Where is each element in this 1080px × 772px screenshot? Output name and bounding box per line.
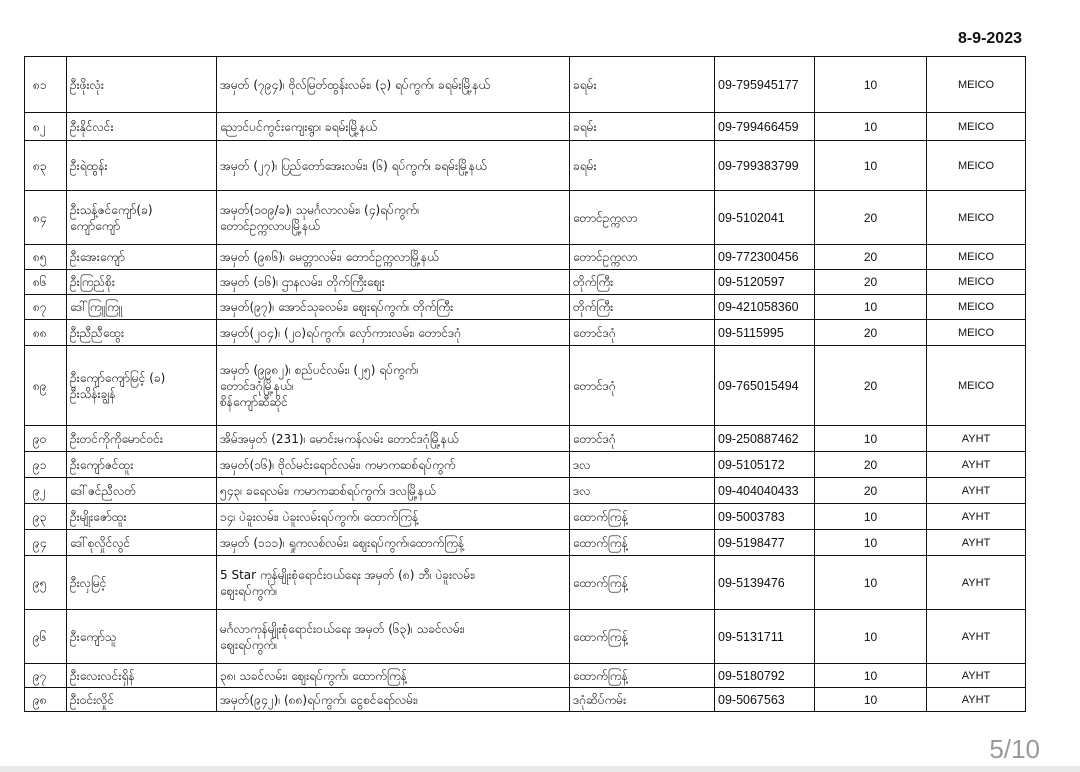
customer-address: ၁၄၊ ပဲခူးလမ်း၊ ပဲခူးလမ်းရပ်ကွက်၊ ထောက်ကြန့် (217, 504, 570, 530)
phone-number: 09-799383799 (715, 141, 815, 191)
row-number: ၉၅ (25, 556, 67, 610)
customer-address: ညောင်ပင်ကွင်းကျေးရွာ၊ ခရမ်းမြို့နယ် (217, 113, 570, 141)
customer-address: အမှတ်(၂၀၄)၊ (၂၀)ရပ်ကွက်၊ လှော်ကားလမ်း၊ တောင်ဒဂုံ (217, 320, 570, 346)
table-row (25, 346, 1026, 426)
phone-number: 09-5198477 (715, 530, 815, 556)
quantity: 20 (815, 478, 927, 504)
customer-address: အမှတ်(၁၆)၊ ဗိုလ်မင်းရောင်လမ်း၊ ကမာကဆစ်ရပ်ကွက် (217, 452, 570, 478)
phone-number: 09-5180792 (715, 664, 815, 688)
table-row (25, 478, 1026, 504)
customer-address: အမှတ်(၁၀၉/ခ)၊ သုမင်္ဂလာလမ်း၊ (၄)ရပ်ကွက်၊ တောင်ဥက္ကလာပမြို့နယ် (217, 191, 570, 245)
company-code: MEICO (927, 57, 1026, 113)
township: တောင်ဒဂုံ (570, 346, 715, 426)
table-body (25, 57, 1026, 712)
row-number: ၈၅ (25, 245, 67, 270)
quantity: 20 (815, 346, 927, 426)
customer-name: ဦးရဲထွန်း (67, 141, 217, 191)
row-number: ၈၈ (25, 320, 67, 346)
township: ခရမ်း (570, 141, 715, 191)
phone-number: 09-795945177 (715, 57, 815, 113)
row-number: ၈၉ (25, 346, 67, 426)
table-row (25, 452, 1026, 478)
company-code: AYHT (927, 478, 1026, 504)
row-number: ၉၁ (25, 452, 67, 478)
table-row (25, 610, 1026, 664)
company-code: MEICO (927, 113, 1026, 141)
township: ခရမ်း (570, 113, 715, 141)
quantity: 20 (815, 452, 927, 478)
customer-address: အမှတ် (၁၁၁)၊ ရှုကလစ်လမ်း၊ ဈေးရပ်ကွက်၊ထောက်ကြန့် (217, 530, 570, 556)
table-row (25, 320, 1026, 346)
quantity: 20 (815, 191, 927, 245)
customer-name: ဦးကျော်ကျော်မြင့် (ခ) ဦးသိန်းချွန် (67, 346, 217, 426)
quantity: 10 (815, 295, 927, 320)
company-code: MEICO (927, 270, 1026, 295)
customer-address: အမှတ်(၉၄၂)၊ (၈၈)ရပ်ကွက်၊ ငွေစင်ရော်လမ်း၊ (217, 688, 570, 712)
customer-address: အမှတ် (၉၉၈၂)၊ စည်ပင်လမ်း၊ (၂၅) ရပ်ကွက်၊ တောင်ဒဂုံမြို့နယ်၊ စိန်ကျော်ဆီဆိုင် (217, 346, 570, 426)
company-code: AYHT (927, 504, 1026, 530)
table-row (25, 688, 1026, 712)
row-number: ၈၁ (25, 57, 67, 113)
table-row (25, 664, 1026, 688)
customer-address: အမှတ်(၉၇)၊ အောင်သုခလမ်း၊ ဈေးရပ်ကွက်၊ တိုက်ကြီး (217, 295, 570, 320)
phone-number: 09-5003783 (715, 504, 815, 530)
phone-number: 09-5067563 (715, 688, 815, 712)
phone-number: 09-250887462 (715, 426, 815, 452)
table-row (25, 191, 1026, 245)
customer-address: 5 Star ကုန်မျိုးစုံရောင်းဝယ်ရေး အမှတ် (၈) ဘီ၊ ပဲခူးလမ်း၊ ဈေးရပ်ကွက်၊ (217, 556, 570, 610)
township: ဒလ (570, 478, 715, 504)
customer-name: ဦးဖိုးလုံး (67, 57, 217, 113)
row-number: ၈၆ (25, 270, 67, 295)
phone-number: 09-5131711 (715, 610, 815, 664)
township: တောင်ဒဂုံ (570, 426, 715, 452)
customer-name: ဦးလှမြင့် (67, 556, 217, 610)
quantity: 10 (815, 556, 927, 610)
quantity: 10 (815, 504, 927, 530)
row-number: ၈၃ (25, 141, 67, 191)
document-date: 8-9-2023 (957, 30, 1022, 47)
customer-name: ဦးကျော်ဇင်ထူး (67, 452, 217, 478)
quantity: 20 (815, 320, 927, 346)
company-code: AYHT (927, 530, 1026, 556)
page-indicator: 5/10 (989, 734, 1040, 764)
company-code: MEICO (927, 141, 1026, 191)
township: ထောက်ကြန့် (570, 610, 715, 664)
customer-address: အမှတ် (၉၈၆)၊ မေတ္တာလမ်း၊ တောင်ဥက္ကလာမြို့နယ် (217, 245, 570, 270)
quantity: 20 (815, 245, 927, 270)
table-row (25, 556, 1026, 610)
township: ထောက်ကြန့် (570, 556, 715, 610)
phone-number: 09-799466459 (715, 113, 815, 141)
customer-name: ဒေါ်စုလှိုင်လွင် (67, 530, 217, 556)
customer-name: ဦးအေးကျော် (67, 245, 217, 270)
customer-address: မင်္ဂလာကုန်မျိုးစုံရောင်းဝယ်ရေး အမှတ် (၆၃)၊ သခင်လမ်း၊ ဈေးရပ်ကွက်၊ (217, 610, 570, 664)
customer-address: အမှတ် (၇၉၄)၊ ဗိုလ်မြတ်ထွန်းလမ်း၊ (၃) ရပ်ကွက်၊ ခရမ်းမြို့နယ် (217, 57, 570, 113)
customer-address: အိမ်အမှတ် (231)၊ မောင်းမကန်လမ်း တောင်ဒဂုံမြို့နယ် (217, 426, 570, 452)
quantity: 10 (815, 688, 927, 712)
customer-name: ဦးညီညီထွေး (67, 320, 217, 346)
quantity: 10 (815, 664, 927, 688)
quantity: 10 (815, 530, 927, 556)
company-code: AYHT (927, 556, 1026, 610)
company-code: MEICO (927, 245, 1026, 270)
company-code: AYHT (927, 688, 1026, 712)
customer-name: ဦးလေးလင်းရှိန် (67, 664, 217, 688)
company-code: AYHT (927, 610, 1026, 664)
customer-name: ဦးကြည်စိုး (67, 270, 217, 295)
table-row (25, 270, 1026, 295)
table-row (25, 530, 1026, 556)
customer-address: အမှတ် (၁၆)၊ ဌာနလမ်း၊ တိုက်ကြီးဈေး (217, 270, 570, 295)
customer-name: ဦးမျိုးဇော်ထူး (67, 504, 217, 530)
quantity: 10 (815, 141, 927, 191)
customer-address: ၅၄၃၊ ခရေလမ်း၊ ကမာကဆစ်ရပ်ကွက်၊ ဒလမြို့နယ် (217, 478, 570, 504)
township: ခရမ်း (570, 57, 715, 113)
customer-name: ဒေါ်ကြူကြူ (67, 295, 217, 320)
row-number: ၈၄ (25, 191, 67, 245)
quantity: 10 (815, 57, 927, 113)
customer-name: ဦးနိုင်လင်း (67, 113, 217, 141)
customer-name: ဦးသန့်ဇင်ကျော်(ခ) ကျော်ကျော် (67, 191, 217, 245)
company-code: MEICO (927, 346, 1026, 426)
phone-number: 09-772300456 (715, 245, 815, 270)
phone-number: 09-5139476 (715, 556, 815, 610)
customer-name: ဦးဝင်းလှိုင် (67, 688, 217, 712)
customer-name: ဦးတင်ကိုကိုမောင်ဝင်း (67, 426, 217, 452)
row-number: ၈၂ (25, 113, 67, 141)
township: ဒလ (570, 452, 715, 478)
table-row (25, 295, 1026, 320)
company-code: MEICO (927, 295, 1026, 320)
company-code: AYHT (927, 664, 1026, 688)
table-row (25, 113, 1026, 141)
row-number: ၉၃ (25, 504, 67, 530)
township: ထောက်ကြန့် (570, 530, 715, 556)
township: တောင်ဥက္ကလာ (570, 191, 715, 245)
township: တိုက်ကြီး (570, 295, 715, 320)
township: တောင်ဥက္ကလာ (570, 245, 715, 270)
township: တိုက်ကြီး (570, 270, 715, 295)
row-number: ၉၈ (25, 688, 67, 712)
row-number: ၉၇ (25, 664, 67, 688)
township: ဒဂုံဆိပ်ကမ်း (570, 688, 715, 712)
phone-number: 09-5120597 (715, 270, 815, 295)
quantity: 10 (815, 113, 927, 141)
company-code: AYHT (927, 452, 1026, 478)
customer-name: ဦးကျော်သူ (67, 610, 217, 664)
row-number: ၉၄ (25, 530, 67, 556)
phone-number: 09-404040433 (715, 478, 815, 504)
company-code: MEICO (927, 320, 1026, 346)
quantity: 20 (815, 270, 927, 295)
table-row (25, 57, 1026, 113)
phone-number: 09-5115995 (715, 320, 815, 346)
customer-name: ဒေါ်ဇင်ညီလတ် (67, 478, 217, 504)
township: ထောက်ကြန့် (570, 504, 715, 530)
customer-address: အမှတ် (၂၇)၊ ပြည်တော်အေးလမ်း၊ (၆) ရပ်ကွက်၊ ခရမ်းမြို့နယ် (217, 141, 570, 191)
quantity: 10 (815, 610, 927, 664)
table-row (25, 426, 1026, 452)
distribution-table (24, 56, 1026, 712)
phone-number: 09-421058360 (715, 295, 815, 320)
company-code: AYHT (927, 426, 1026, 452)
table-row (25, 245, 1026, 270)
quantity: 10 (815, 426, 927, 452)
row-number: ၈၇ (25, 295, 67, 320)
phone-number: 09-5105172 (715, 452, 815, 478)
row-number: ၉၆ (25, 610, 67, 664)
table-row (25, 504, 1026, 530)
company-code: MEICO (927, 191, 1026, 245)
table-row (25, 141, 1026, 191)
row-number: ၉၂ (25, 478, 67, 504)
township: တောင်ဒဂုံ (570, 320, 715, 346)
row-number: ၉၀ (25, 426, 67, 452)
customer-address: ၃၈၊ သခင်လမ်း၊ ဈေးရပ်ကွက်၊ ထောက်ကြန့် (217, 664, 570, 688)
phone-number: 09-765015494 (715, 346, 815, 426)
township: ထောက်ကြန့် (570, 664, 715, 688)
phone-number: 09-5102041 (715, 191, 815, 245)
